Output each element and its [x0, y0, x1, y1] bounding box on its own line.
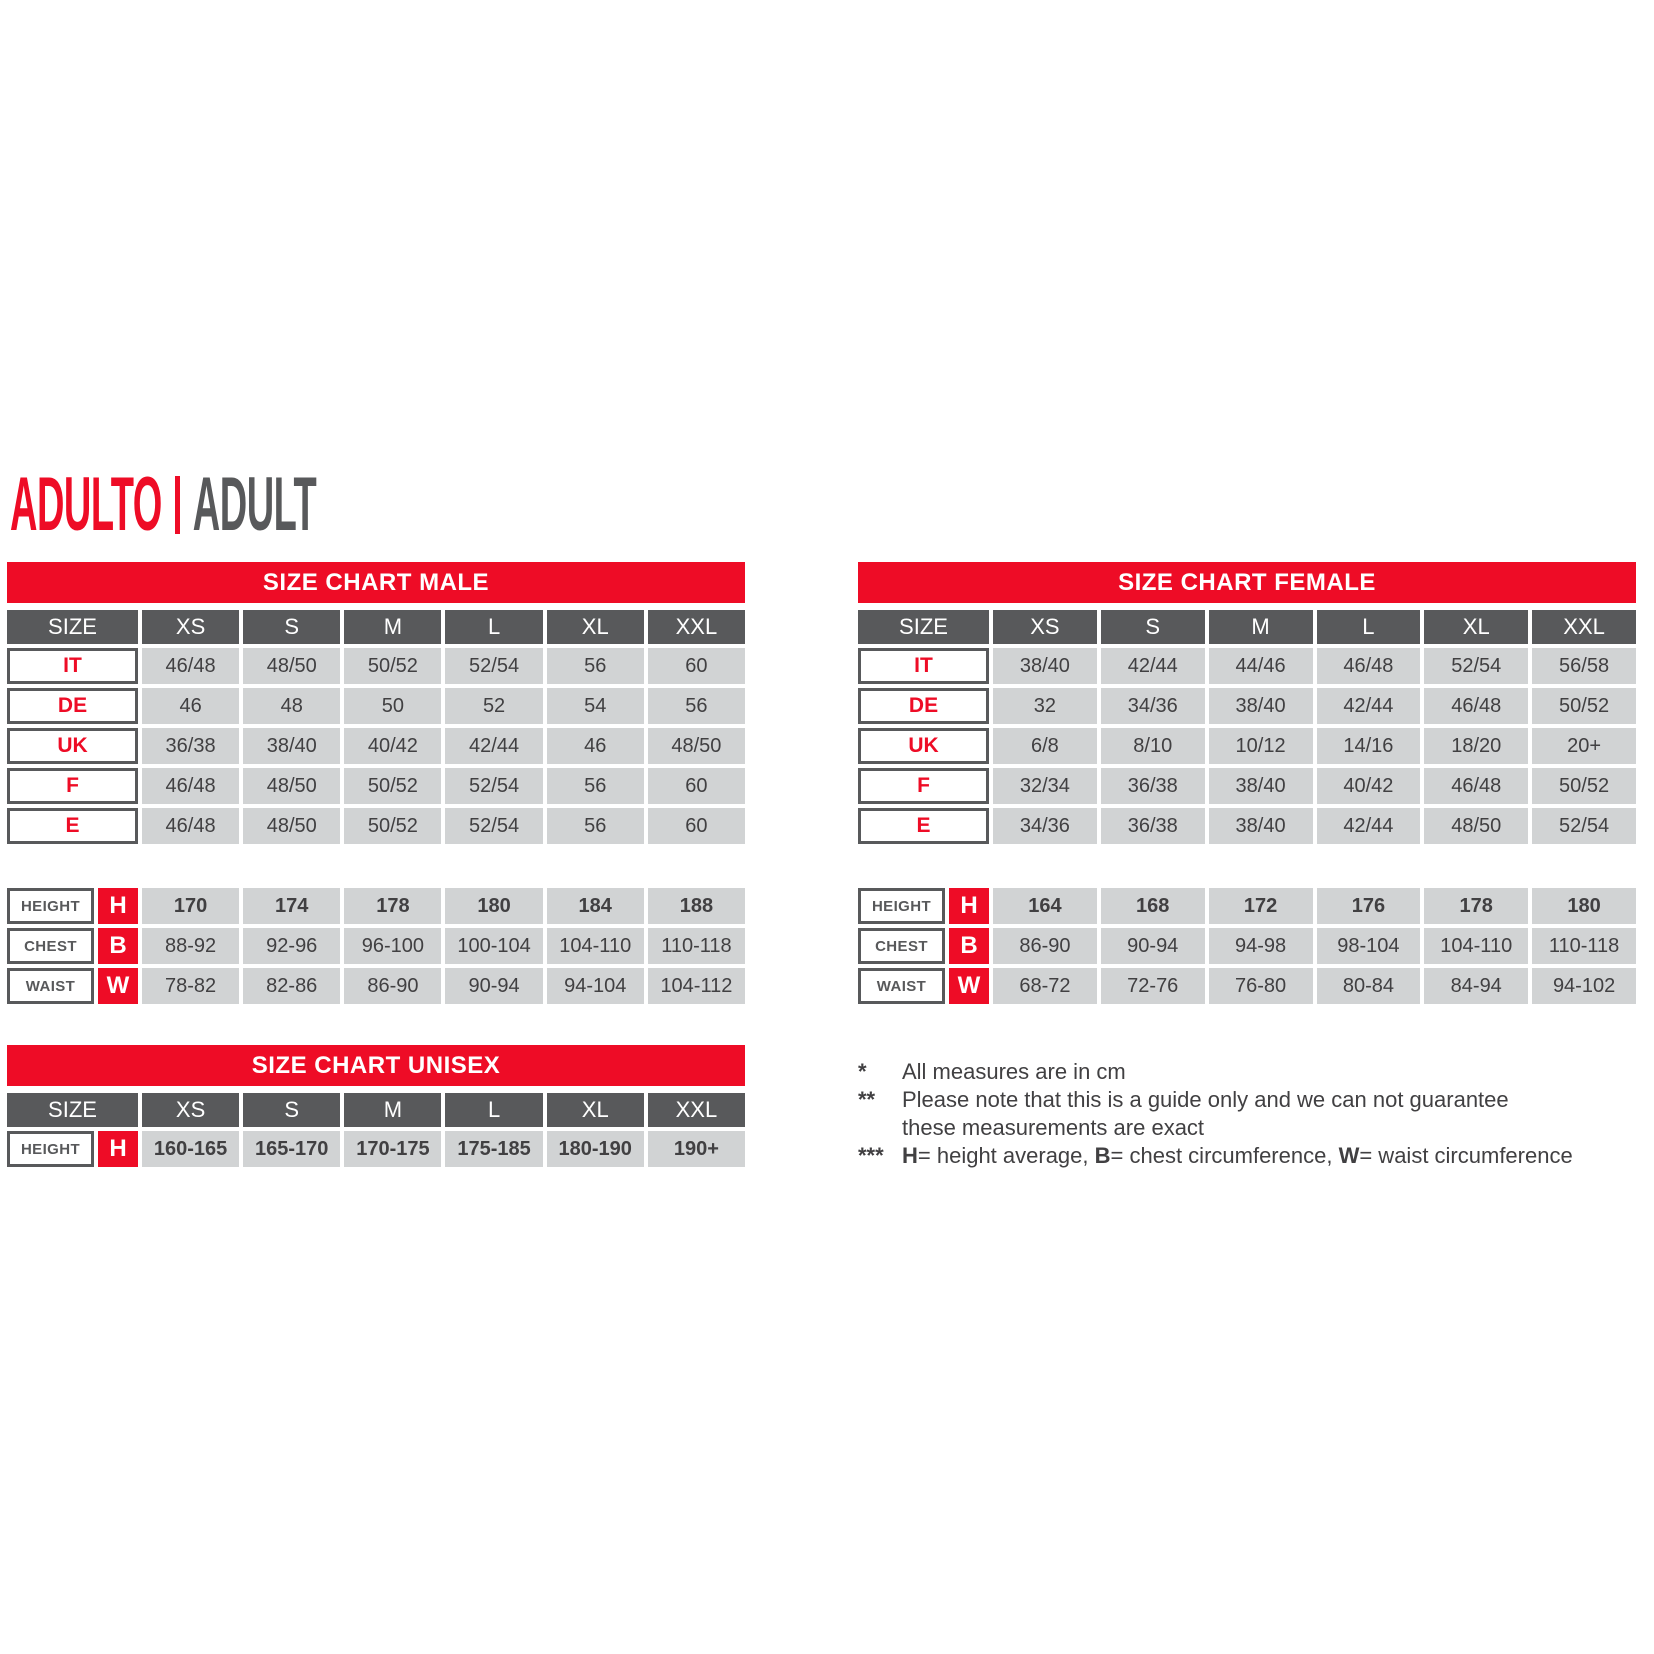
- cell-height-xl: 178: [1424, 888, 1528, 924]
- column-header-m: M: [344, 610, 441, 644]
- footnote-2: [858, 1086, 1650, 1142]
- footnote-marker: ***: [858, 1143, 884, 1168]
- footnote-1: [858, 1058, 1650, 1086]
- cell-f-xs: 46/48: [142, 768, 239, 804]
- cell-height-l: 180: [445, 888, 542, 924]
- cell-it-l: 46/48: [1317, 648, 1421, 684]
- cell-uk-s: 8/10: [1101, 728, 1205, 764]
- cell-waist-s: 72-76: [1101, 968, 1205, 1004]
- cell-waist-xl: 84-94: [1424, 968, 1528, 1004]
- cell-e-xxl: 52/54: [1532, 808, 1636, 844]
- cell-height-m: 172: [1209, 888, 1313, 924]
- row-spacer: [7, 848, 745, 850]
- cell-height-s: 168: [1101, 888, 1205, 924]
- cell-height-m: 170-175: [344, 1131, 441, 1167]
- cell-e-xl: 56: [547, 808, 644, 844]
- row-label-e: E: [7, 808, 138, 844]
- row-label-de: DE: [858, 688, 989, 724]
- cell-e-xs: 34/36: [993, 808, 1097, 844]
- cell-de-m: 50: [344, 688, 441, 724]
- cell-de-xs: 46: [142, 688, 239, 724]
- measure-badge-h: H: [949, 888, 989, 924]
- cell-height-xl: 184: [547, 888, 644, 924]
- measure-label-height: HEIGHT: [858, 888, 945, 924]
- footnote-term: W: [1338, 1143, 1360, 1168]
- cell-de-xs: 32: [993, 688, 1097, 724]
- cell-waist-l: 80-84: [1317, 968, 1421, 1004]
- cell-waist-s: 82-86: [243, 968, 340, 1004]
- cell-waist-m: 76-80: [1209, 968, 1313, 1004]
- size-column-header: SIZE: [858, 610, 989, 644]
- cell-uk-l: 14/16: [1317, 728, 1421, 764]
- cell-waist-l: 90-94: [445, 968, 542, 1004]
- measure-label-chest: CHEST: [7, 928, 94, 964]
- measure-label-height: HEIGHT: [7, 888, 94, 924]
- page-title: [10, 462, 317, 547]
- cell-height-xs: 164: [993, 888, 1097, 924]
- row-label-height: [7, 888, 138, 924]
- cell-de-xl: 54: [547, 688, 644, 724]
- cell-height-l: 176: [1317, 888, 1421, 924]
- cell-chest-xl: 104-110: [547, 928, 644, 964]
- cell-de-s: 48: [243, 688, 340, 724]
- cell-f-l: 52/54: [445, 768, 542, 804]
- measure-label-chest: CHEST: [858, 928, 945, 964]
- footnote-text: [902, 1142, 1650, 1170]
- cell-f-xl: 56: [547, 768, 644, 804]
- cell-de-l: 52: [445, 688, 542, 724]
- page-title-adult: ADULT: [192, 462, 317, 547]
- cell-chest-s: 90-94: [1101, 928, 1205, 964]
- size-chart-female: [858, 562, 1636, 1004]
- chart-grid: [7, 610, 745, 1004]
- cell-chest-m: 96-100: [344, 928, 441, 964]
- chart-grid: [7, 1093, 745, 1167]
- cell-chest-m: 94-98: [1209, 928, 1313, 964]
- column-header-xl: XL: [547, 610, 644, 644]
- chart-grid: [858, 610, 1636, 1004]
- column-header-xxl: XXL: [1532, 610, 1636, 644]
- row-label-it: IT: [858, 648, 989, 684]
- cell-chest-s: 92-96: [243, 928, 340, 964]
- measure-badge-h: H: [98, 1131, 138, 1167]
- row-label-e: E: [858, 808, 989, 844]
- cell-it-m: 44/46: [1209, 648, 1313, 684]
- cell-f-s: 48/50: [243, 768, 340, 804]
- cell-f-xs: 32/34: [993, 768, 1097, 804]
- cell-it-xl: 52/54: [1424, 648, 1528, 684]
- cell-it-xl: 56: [547, 648, 644, 684]
- row-label-f: F: [858, 768, 989, 804]
- cell-uk-xs: 6/8: [993, 728, 1097, 764]
- footnote-text: [902, 1058, 1650, 1086]
- footnote-marker: *: [858, 1059, 867, 1084]
- cell-uk-xl: 46: [547, 728, 644, 764]
- column-header-xs: XS: [993, 610, 1097, 644]
- footnote-term: B: [1094, 1143, 1111, 1168]
- row-label-uk: UK: [858, 728, 989, 764]
- title-divider: [175, 476, 180, 534]
- cell-e-xs: 46/48: [142, 808, 239, 844]
- cell-uk-m: 10/12: [1209, 728, 1313, 764]
- cell-height-xs: 170: [142, 888, 239, 924]
- row-label-waist: [858, 968, 989, 1004]
- measure-badge-b: B: [949, 928, 989, 964]
- cell-height-xxl: 180: [1532, 888, 1636, 924]
- footnote-line: these measurements are exact: [902, 1115, 1205, 1140]
- cell-de-s: 34/36: [1101, 688, 1205, 724]
- row-label-height: [858, 888, 989, 924]
- row-label-it: IT: [7, 648, 138, 684]
- row-label-chest: [7, 928, 138, 964]
- measure-label-waist: WAIST: [7, 968, 94, 1004]
- cell-waist-xxl: 104-112: [648, 968, 745, 1004]
- column-header-xxl: XXL: [648, 610, 745, 644]
- cell-e-s: 48/50: [243, 808, 340, 844]
- cell-f-xl: 46/48: [1424, 768, 1528, 804]
- column-header-m: M: [1209, 610, 1313, 644]
- row-label-waist: [7, 968, 138, 1004]
- cell-waist-xs: 78-82: [142, 968, 239, 1004]
- row-label-f: F: [7, 768, 138, 804]
- cell-chest-xs: 86-90: [993, 928, 1097, 964]
- cell-it-xs: 38/40: [993, 648, 1097, 684]
- cell-it-l: 52/54: [445, 648, 542, 684]
- cell-de-xl: 46/48: [1424, 688, 1528, 724]
- cell-waist-xs: 68-72: [993, 968, 1097, 1004]
- cell-waist-xxl: 94-102: [1532, 968, 1636, 1004]
- cell-uk-xl: 18/20: [1424, 728, 1528, 764]
- measure-badge-w: W: [949, 968, 989, 1004]
- size-chart-male: [7, 562, 745, 1004]
- cell-waist-m: 86-90: [344, 968, 441, 1004]
- column-header-m: M: [344, 1093, 441, 1127]
- chart-title-bar: SIZE CHART FEMALE: [858, 562, 1636, 603]
- cell-f-l: 40/42: [1317, 768, 1421, 804]
- cell-height-xl: 180-190: [547, 1131, 644, 1167]
- cell-e-m: 50/52: [344, 808, 441, 844]
- row-spacer: [858, 848, 1636, 850]
- cell-height-s: 174: [243, 888, 340, 924]
- cell-de-xxl: 56: [648, 688, 745, 724]
- row-label-de: DE: [7, 688, 138, 724]
- measure-badge-b: B: [98, 928, 138, 964]
- column-header-l: L: [1317, 610, 1421, 644]
- cell-chest-xxl: 110-118: [1532, 928, 1636, 964]
- cell-chest-xxl: 110-118: [648, 928, 745, 964]
- footnote-term: H: [902, 1143, 918, 1168]
- cell-e-l: 52/54: [445, 808, 542, 844]
- cell-uk-xxl: 20+: [1532, 728, 1636, 764]
- cell-chest-xl: 104-110: [1424, 928, 1528, 964]
- cell-e-xxl: 60: [648, 808, 745, 844]
- cell-waist-xl: 94-104: [547, 968, 644, 1004]
- column-header-xs: XS: [142, 610, 239, 644]
- cell-it-s: 48/50: [243, 648, 340, 684]
- column-header-s: S: [243, 1093, 340, 1127]
- cell-chest-l: 100-104: [445, 928, 542, 964]
- column-header-l: L: [445, 610, 542, 644]
- cell-f-m: 38/40: [1209, 768, 1313, 804]
- cell-f-m: 50/52: [344, 768, 441, 804]
- size-column-header: SIZE: [7, 610, 138, 644]
- cell-it-xxl: 56/58: [1532, 648, 1636, 684]
- footnote-text: [902, 1086, 1650, 1142]
- cell-f-xxl: 60: [648, 768, 745, 804]
- column-header-s: S: [243, 610, 340, 644]
- cell-e-s: 36/38: [1101, 808, 1205, 844]
- footnote-3: [858, 1142, 1650, 1170]
- cell-e-xl: 48/50: [1424, 808, 1528, 844]
- cell-uk-xs: 36/38: [142, 728, 239, 764]
- cell-f-s: 36/38: [1101, 768, 1205, 804]
- footnote-line: All measures are in cm: [902, 1059, 1126, 1084]
- cell-height-xxl: 188: [648, 888, 745, 924]
- row-label-chest: [858, 928, 989, 964]
- column-header-s: S: [1101, 610, 1205, 644]
- cell-height-xs: 160-165: [142, 1131, 239, 1167]
- footnote-marker: **: [858, 1087, 876, 1112]
- cell-it-xs: 46/48: [142, 648, 239, 684]
- column-header-xl: XL: [1424, 610, 1528, 644]
- cell-uk-l: 42/44: [445, 728, 542, 764]
- cell-height-l: 175-185: [445, 1131, 542, 1167]
- cell-height-m: 178: [344, 888, 441, 924]
- cell-e-m: 38/40: [1209, 808, 1313, 844]
- row-label-height: [7, 1131, 138, 1167]
- cell-f-xxl: 50/52: [1532, 768, 1636, 804]
- measure-badge-h: H: [98, 888, 138, 924]
- measure-label-waist: WAIST: [858, 968, 945, 1004]
- cell-it-m: 50/52: [344, 648, 441, 684]
- footnote-term: = waist circumference: [1359, 1143, 1573, 1168]
- column-header-l: L: [445, 1093, 542, 1127]
- footnote-term: = height average,: [917, 1143, 1095, 1168]
- measure-badge-w: W: [98, 968, 138, 1004]
- cell-uk-m: 40/42: [344, 728, 441, 764]
- cell-chest-xs: 88-92: [142, 928, 239, 964]
- cell-uk-xxl: 48/50: [648, 728, 745, 764]
- cell-de-xxl: 50/52: [1532, 688, 1636, 724]
- cell-e-l: 42/44: [1317, 808, 1421, 844]
- footnote-line: [902, 1142, 1650, 1170]
- measure-label-height: HEIGHT: [7, 1131, 94, 1167]
- footnote-term: = chest circumference,: [1110, 1143, 1339, 1168]
- page-title-adulto: ADULTO: [10, 462, 162, 547]
- cell-uk-s: 38/40: [243, 728, 340, 764]
- column-header-xxl: XXL: [648, 1093, 745, 1127]
- cell-de-m: 38/40: [1209, 688, 1313, 724]
- cell-it-xxl: 60: [648, 648, 745, 684]
- row-label-uk: UK: [7, 728, 138, 764]
- footnotes: [858, 1058, 1650, 1170]
- column-header-xs: XS: [142, 1093, 239, 1127]
- chart-title-bar: SIZE CHART UNISEX: [7, 1045, 745, 1086]
- chart-title-bar: SIZE CHART MALE: [7, 562, 745, 603]
- footnote-line: Please note that this is a guide only and we can not guarantee: [902, 1087, 1509, 1112]
- cell-chest-l: 98-104: [1317, 928, 1421, 964]
- cell-height-s: 165-170: [243, 1131, 340, 1167]
- cell-it-s: 42/44: [1101, 648, 1205, 684]
- size-chart-unisex: [7, 1045, 745, 1167]
- cell-de-l: 42/44: [1317, 688, 1421, 724]
- size-column-header: SIZE: [7, 1093, 138, 1127]
- column-header-xl: XL: [547, 1093, 644, 1127]
- cell-height-xxl: 190+: [648, 1131, 745, 1167]
